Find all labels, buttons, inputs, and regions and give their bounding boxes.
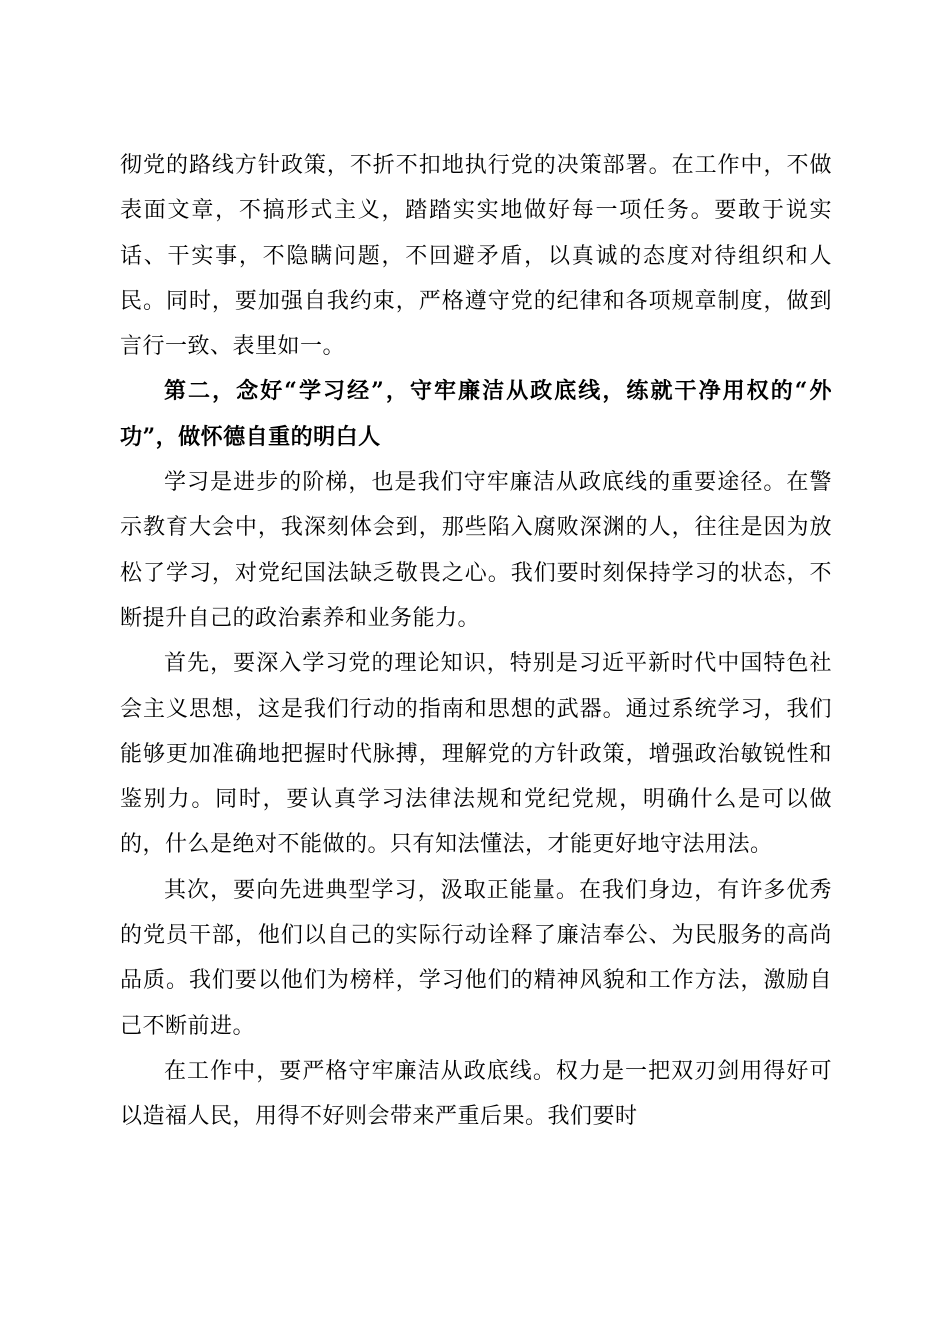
paragraph-learning-intro: 学习是进步的阶梯，也是我们守牢廉洁从政底线的重要途径。在警示教育大会中，我深刻体会到，那些陷入腐败深渊的人，往往是因为放松了学习，对党纪国法缺乏敬畏之心。我们要时刻保持学习的状态，不断提升自己的政治素养和业务能力。 <box>120 470 832 631</box>
paragraph-continuation: 彻党的路线方针政策，不折不扣地执行党的决策部署。在工作中，不做表面文章，不搞形式主义，踏踏实实地做好每一项任务。要敢于说实话、干实事，不隐瞒问题，不回避矛盾，以真诚的态度对待组织和人民。同时，要加强自我约束，严格遵守党的纪律和各项规章制度，做到言行一致、表里如一。 <box>120 153 832 360</box>
paragraph-work-integrity: 在工作中，要严格守牢廉洁从政底线。权力是一把双刃剑用得好可以造福人民，用得不好则会带来严重后果。我们要时 <box>120 1058 832 1130</box>
paragraph-first-theory: 首先，要深入学习党的理论知识，特别是习近平新时代中国特色社会主义思想，这是我们行动的指南和思想的武器。通过系统学习，我们能够更加准确地把握时代脉搏，理解党的方针政策，增强政治敏锐性和鉴别力。同时，要认真学习法律法规和党纪党规，明确什么是可以做的，什么是绝对不能做的。只有知法懂法，才能更好地守法用法。 <box>120 651 832 858</box>
paragraph-second-examples: 其次，要向先进典型学习，汲取正能量。在我们身边，有许多优秀的党员干部，他们以自己的实际行动诠释了廉洁奉公、为民服务的高尚品质。我们要以他们为榜样，学习他们的精神风貌和工作方法，激励自己不断前进。 <box>120 877 832 1039</box>
section-heading-second: 第二，念好“学习经”，守牢廉洁从政底线，练就干净用权的“外功”，做怀德自重的明白人 <box>120 378 832 450</box>
document-page <box>120 143 832 1140</box>
